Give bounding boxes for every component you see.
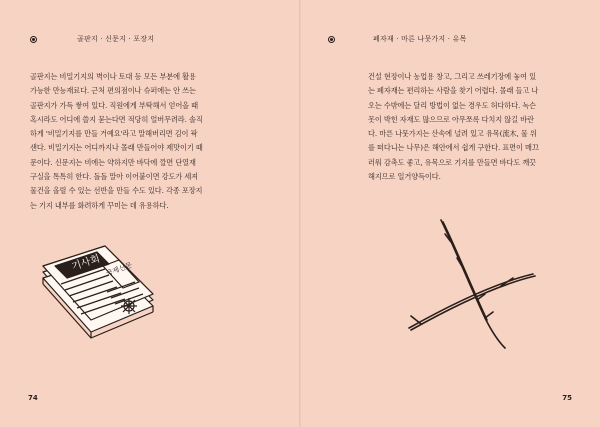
bullet-circle-icon [328, 36, 335, 43]
right-page [301, 0, 600, 427]
left-page-number: 74 [28, 394, 38, 402]
left-body-text: 골판지는 비밀기지의 벽이나 토대 등 모든 부분에 활용 가능한 만능재료다. 근처 편의점이나 슈퍼에는 안 쓰는 골판지가 가득 쌓여 있다. 직원에게 부탁해서 얻어올 때 혹시라도 어디에 쓸지 묻는다면 적당히 얼버무려라. 솔직 하게 '비밀기지를 만들 거예요'라고 말해버리면 김이 팍 샌다. 비밀기지는 어디까지나 몰래 만들어야 제맛이기 때 문이다. 신문지는 비에는 약하지만 바닥에 깔면 단열재 구실을 톡톡히 한다. 돌돌 말아 이어붙이면 강도가 세져 물건을 올릴 수 있는 선반을 만들 수도 있다. 각종 포장지 는 기지 내부를 화려하게 꾸미는 데 유용하다. [30, 72, 203, 210]
left-header-title: 골판지 · 신문지 · 포장지 [77, 35, 155, 43]
right-page-number: 75 [562, 394, 572, 402]
left-page [0, 0, 299, 427]
bullet-circle-icon [30, 36, 37, 43]
newspaper-headline: 기사회 [70, 253, 102, 273]
twigs-icon [381, 214, 541, 374]
newspaper-icon [35, 236, 165, 356]
right-body-text: 건설 현장이나 농업용 창고, 그리고 쓰레기장에 놓여 있 는 폐자재는 편리하는 사람을 찾기 어렵다. 몰래 들고 나 오는 수밖에는 달리 방법이 없는 경우도 허다하다. 녹슨 못이 박힌 자재도 많으므로 아무쪼록 다치지 않길 바란 다. 마른 나뭇가지는 산속에 널려 있고 유목(流木, 물 위 를 떠다니는 나무)은 해안에서 쉽게 구한다. 표면이 매끄 러워 감촉도 좋고, 유목으로 기지를 만들면 바다도 깨끗 해지므로 일거양득이다. [368, 72, 539, 182]
right-page-header [328, 34, 467, 44]
left-page-header [30, 34, 154, 44]
right-header-title: 폐자재 · 마른 나뭇가지 · 유목 [373, 35, 467, 43]
newspaper-side-text: 국제신문 [104, 261, 134, 278]
